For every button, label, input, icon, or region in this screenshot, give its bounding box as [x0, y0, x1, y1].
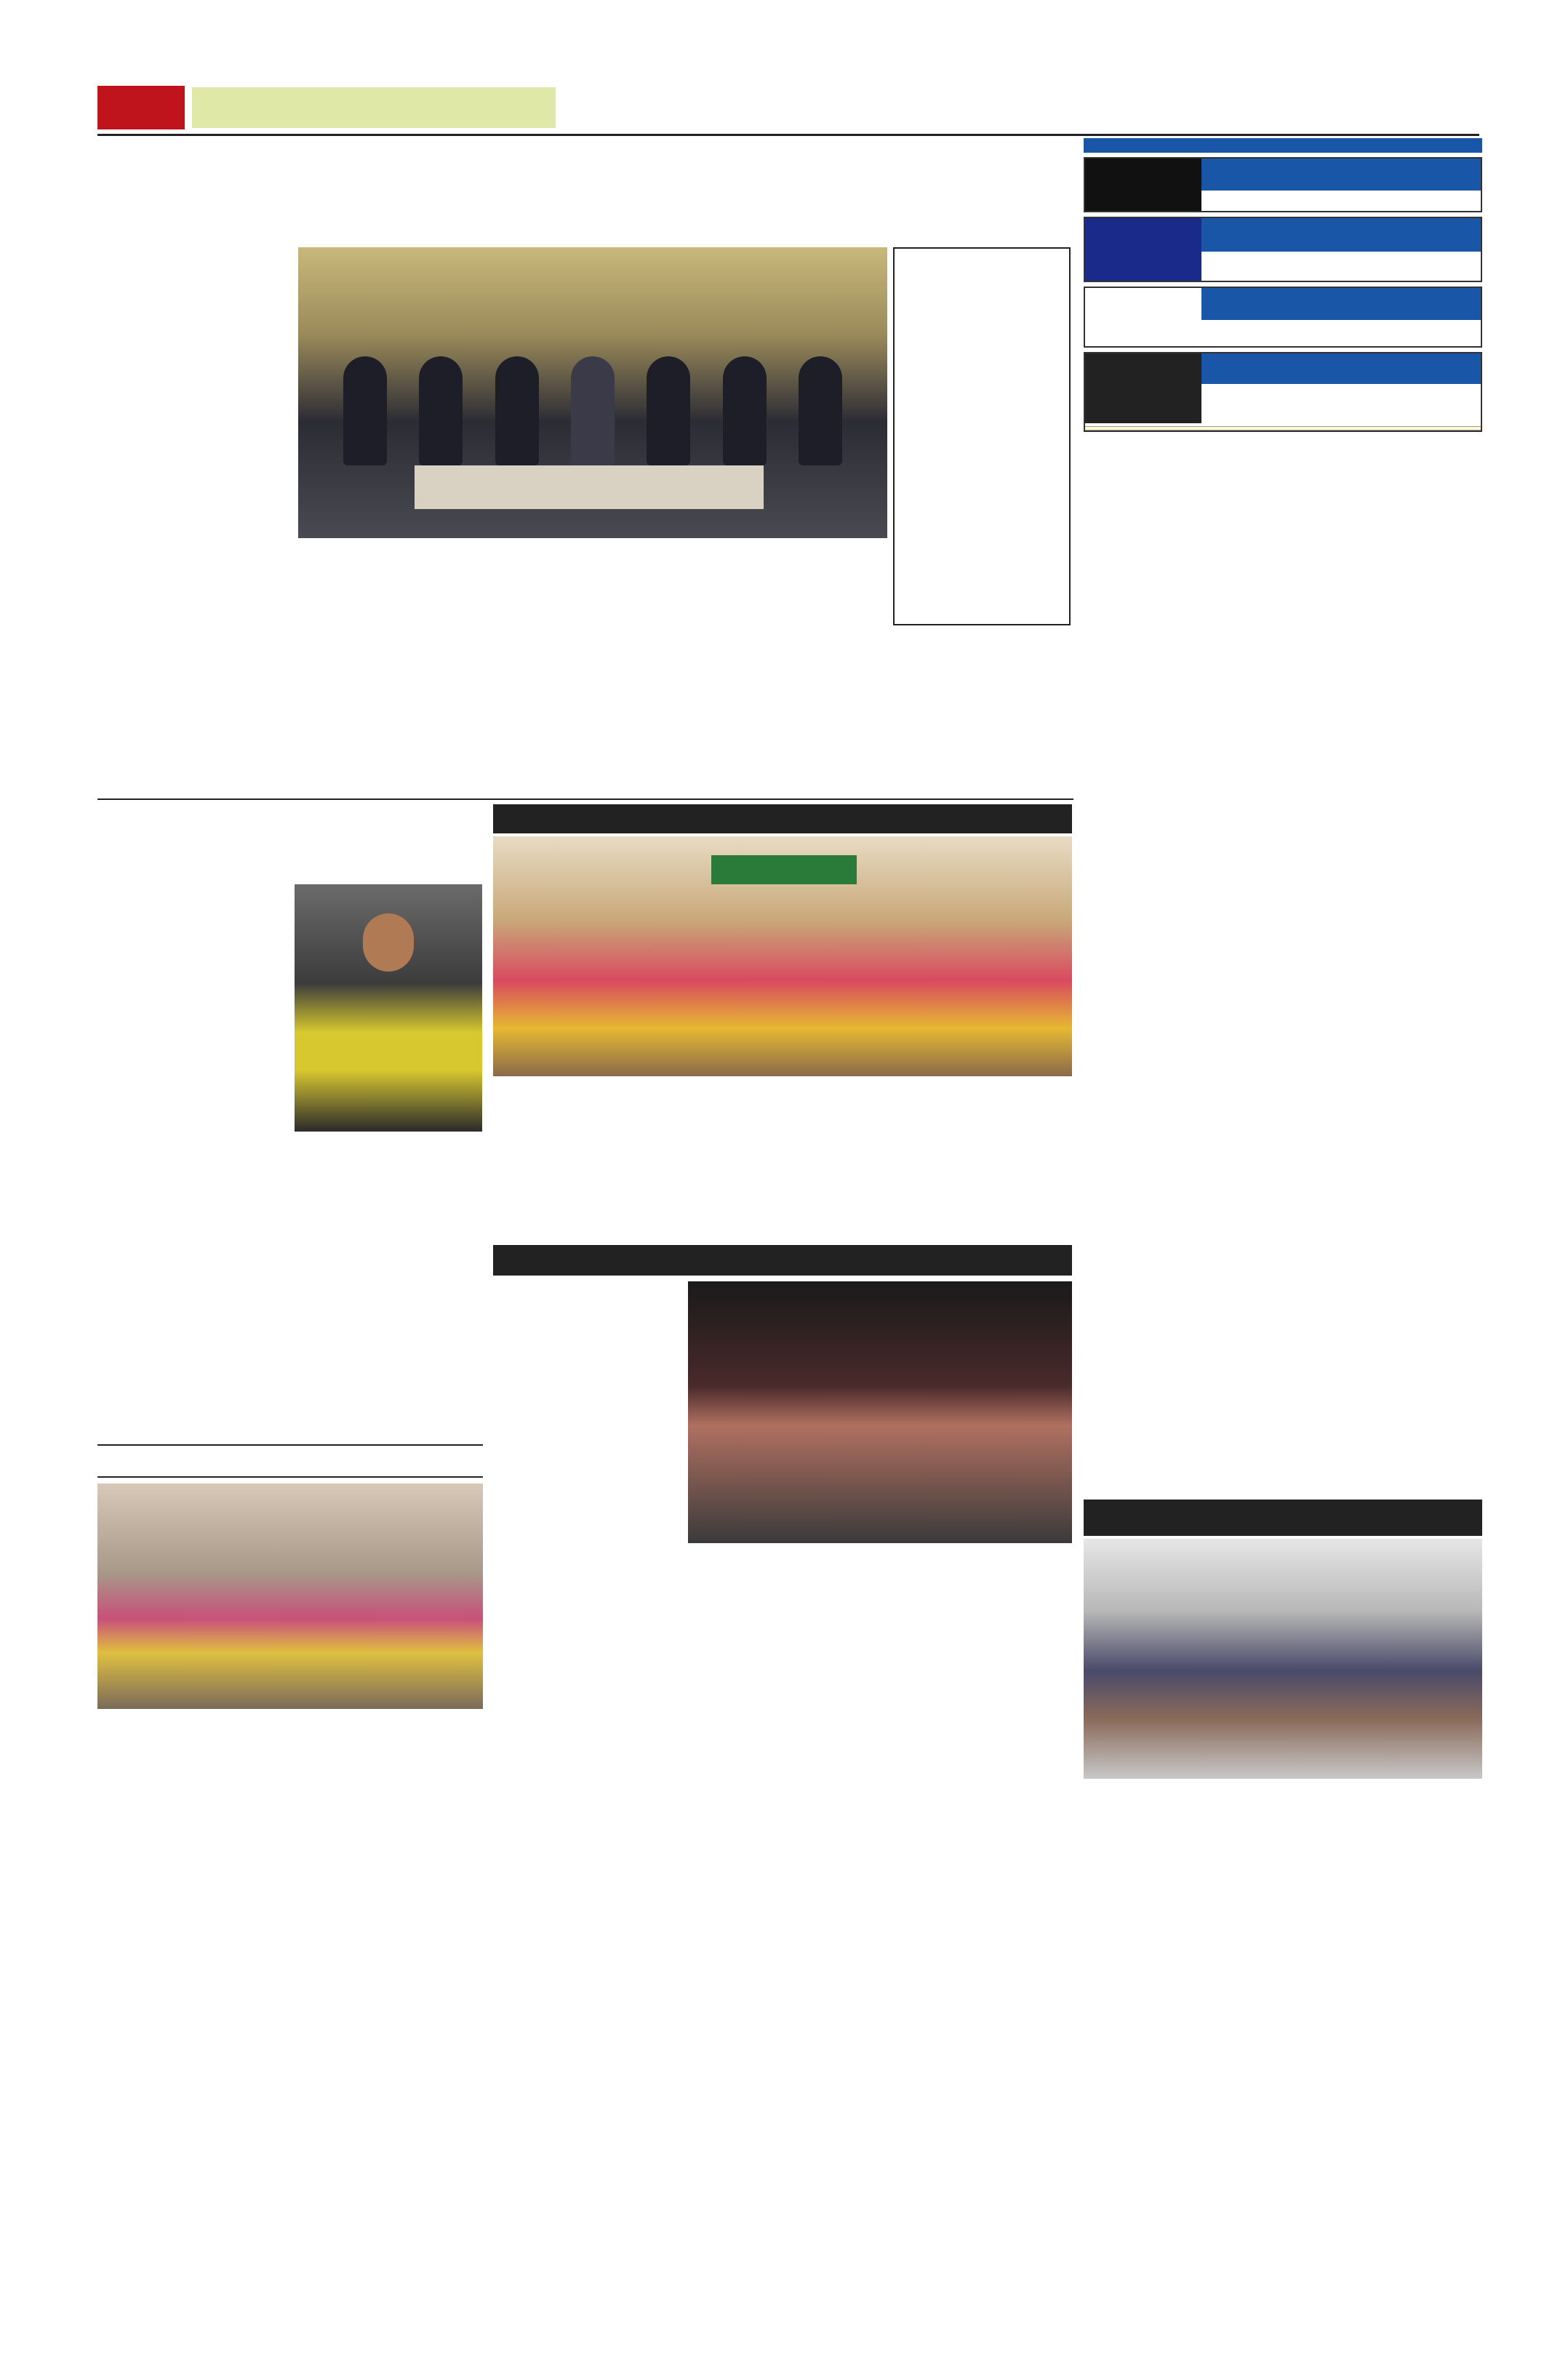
mvc-logo	[1085, 288, 1201, 346]
drc-name	[1201, 159, 1481, 191]
pvr-name	[1201, 353, 1481, 384]
issue-date	[1107, 90, 1485, 127]
krishna-photo	[493, 836, 1072, 1076]
book-headline	[97, 1444, 483, 1478]
lead-bottom-rule	[97, 798, 1073, 800]
header-rule	[97, 134, 1479, 136]
page-header	[89, 84, 1485, 132]
krishna-banner	[711, 855, 857, 884]
cinema-panel-title	[1084, 138, 1482, 153]
pvr-logo	[1085, 353, 1201, 423]
section-title	[192, 87, 556, 128]
lead-body-col1	[102, 240, 287, 684]
tennis-photo	[295, 884, 482, 1132]
theatre-subhead	[493, 1245, 1072, 1276]
book-photo-caption	[97, 1710, 483, 1734]
tennis-photo-caption	[295, 1133, 482, 1155]
lead-headline	[97, 138, 1072, 233]
book-photo	[97, 1484, 483, 1709]
tennis-body-col1	[102, 884, 287, 1437]
drc-block	[1084, 157, 1482, 212]
lead-body-col4	[691, 590, 876, 794]
book-body-col1	[102, 1738, 287, 1971]
masthead	[692, 84, 1012, 129]
krishna-photo-caption	[493, 1079, 1072, 1142]
acting-photo-caption	[1084, 1782, 1482, 1803]
theatre-photo-caption	[688, 1545, 1072, 1566]
tennis-headline	[97, 804, 483, 880]
theatre-body-col2	[688, 1572, 1072, 1950]
inox-logo	[1085, 218, 1201, 281]
theatre-body-col1	[493, 1281, 679, 1950]
lead-body-col5	[893, 631, 1071, 794]
theatre-headline	[493, 1149, 1072, 1242]
mvc-name	[1201, 288, 1481, 320]
drc-logo	[1085, 159, 1201, 211]
lead-sidebar-box	[893, 247, 1071, 625]
lead-body-col3	[495, 590, 680, 794]
acting-headline	[1084, 1500, 1482, 1536]
page-number-badge	[97, 86, 185, 129]
cinema-panel	[1084, 138, 1482, 1491]
lead-photo-caption	[298, 541, 887, 586]
acting-photo	[1084, 1539, 1482, 1779]
mvc-block	[1084, 287, 1482, 348]
inox-block	[1084, 217, 1482, 282]
tennis-body-col2	[295, 1161, 482, 1437]
krishna-headline	[493, 804, 1072, 833]
book-body-col2	[295, 1738, 482, 1971]
lead-photo	[298, 247, 887, 538]
theatre-photo	[688, 1281, 1072, 1543]
lead-body-col2	[298, 590, 484, 794]
pvr-block	[1084, 352, 1482, 432]
cinema-notice	[1085, 427, 1481, 431]
inox-name	[1201, 218, 1481, 252]
